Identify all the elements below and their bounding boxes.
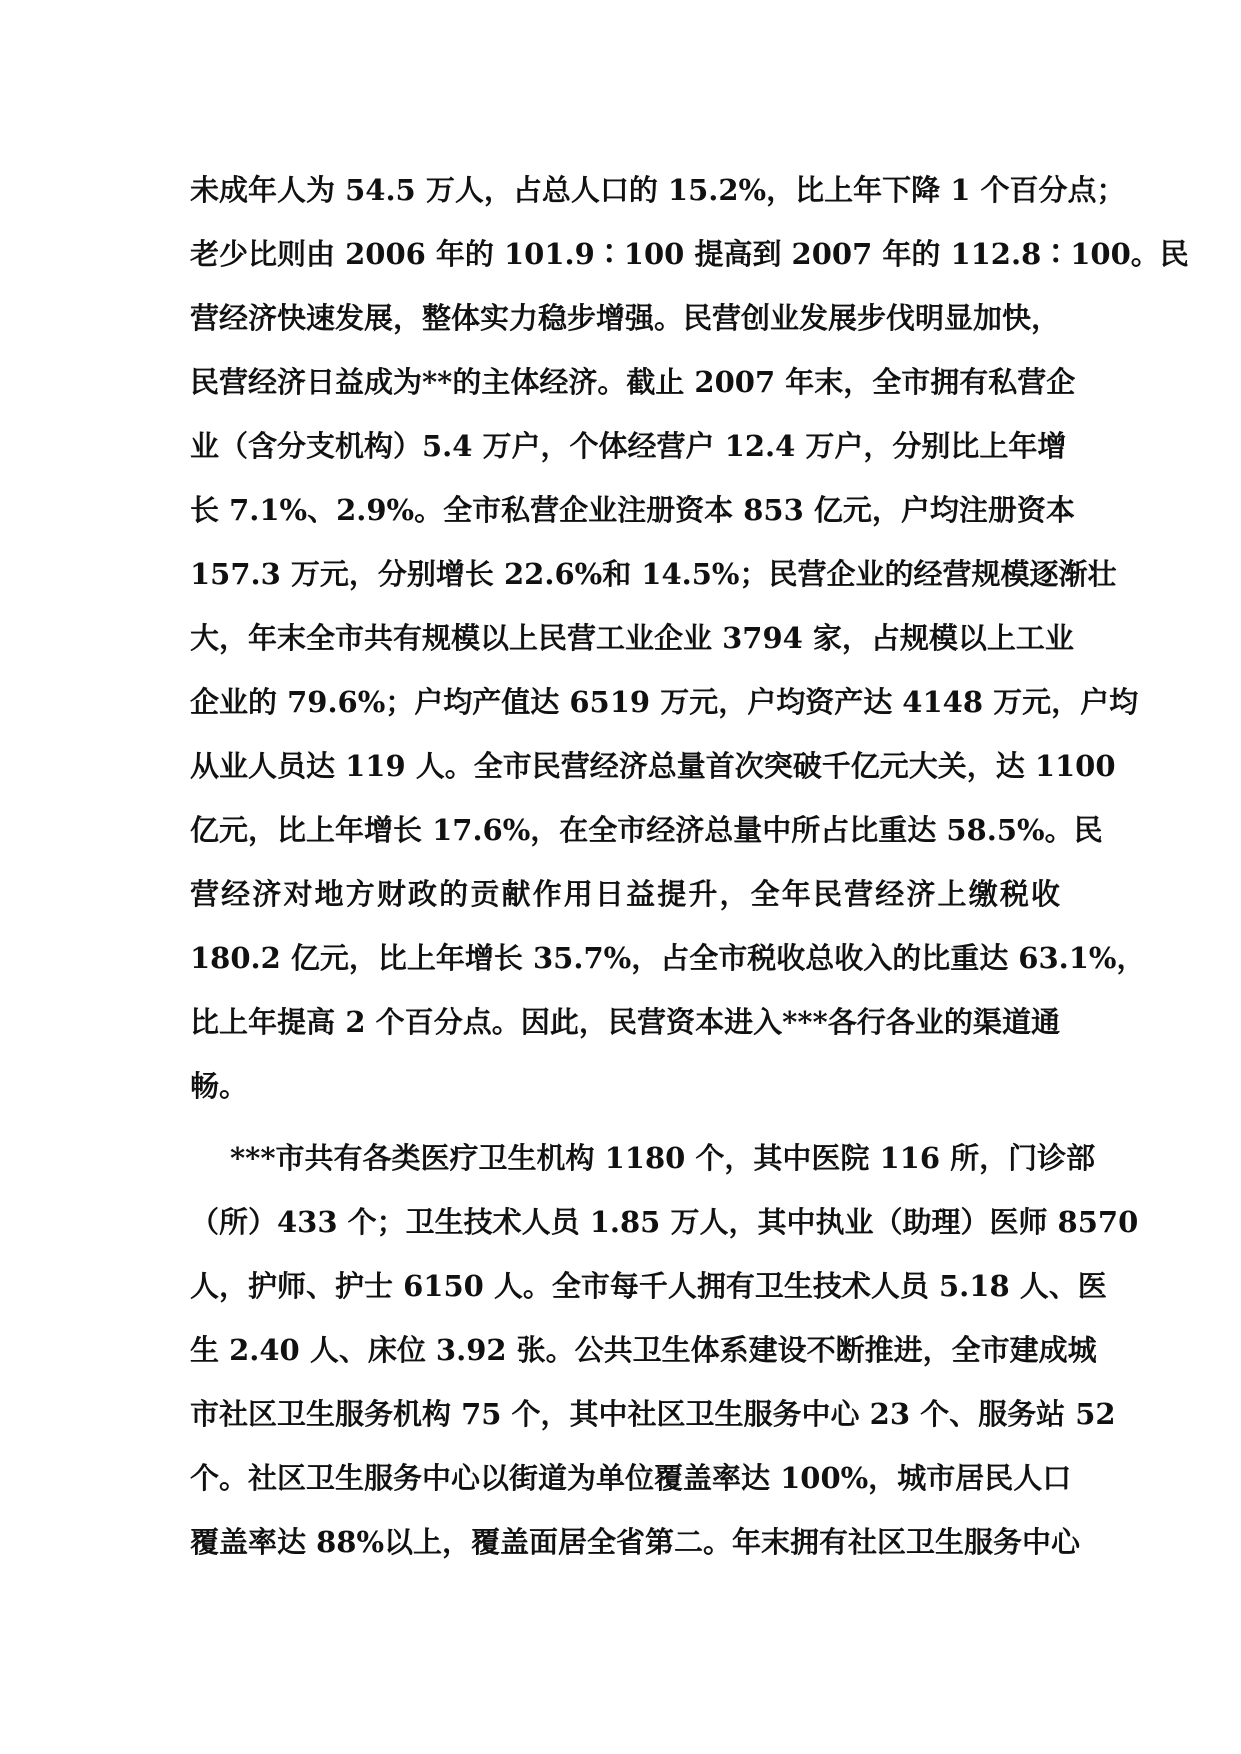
text-line: 比上年提高 2 个百分点。因此，民营资本进入***各行各业的渠道通 (190, 1005, 1060, 1039)
body-text (190, 158, 1189, 1574)
text-line: 从业人员达 119 人。全市民营经济总量首次突破千亿元大关，达 1100 (190, 749, 1116, 783)
text-line: 人，护师、护士 6150 人。全市每千人拥有卫生技术人员 5.18 人、医 (190, 1269, 1107, 1303)
text-line: 市社区卫生服务机构 75 个，其中社区卫生服务中心 23 个、服务站 52 (190, 1397, 1116, 1431)
text-line: 覆盖率达 88%以上，覆盖面居全省第二。年末拥有社区卫生服务中心 (190, 1525, 1081, 1559)
paragraph-private-economy (190, 158, 1189, 1118)
text-line: 营经济快速发展，整体实力稳步增强。民营创业发展步伐明显加快， (190, 301, 1061, 335)
text-line: 157.3 万元，分别增长 22.6%和 14.5%；民营企业的经营规模逐渐壮 (190, 557, 1117, 591)
text-line: 个。社区卫生服务中心以街道为单位覆盖率达 100%，城市居民人口 (190, 1461, 1072, 1495)
text-line: 长 7.1%、2.9%。全市私营企业注册资本 853 亿元，户均注册资本 (190, 493, 1075, 527)
text-line: 生 2.40 人、床位 3.92 张。公共卫生体系建设不断推进，全市建成城 (190, 1333, 1097, 1367)
text-line: 未成年人为 54.5 万人，占总人口的 15.2%，比上年下降 1 个百分点； (190, 173, 1126, 207)
text-line: 畅。 (190, 1069, 249, 1103)
text-line: 民营经济日益成为**的主体经济。截止 2007 年末，全市拥有私营企 (190, 365, 1076, 399)
text-line: 大，年末全市共有规模以上民营工业企业 3794 家，占规模以上工业 (190, 621, 1074, 655)
text-line: 企业的 79.6%；户均产值达 6519 万元，户均资产达 4148 万元，户均 (190, 685, 1139, 719)
text-line: （所）433 个；卫生技术人员 1.85 万人，其中执业（助理）医师 8570 (190, 1205, 1139, 1239)
paragraph-spacer (190, 1118, 1060, 1126)
text-line: 业（含分支机构）5.4 万户，个体经营户 12.4 万户，分别比上年增 (190, 429, 1067, 463)
text-line: 营经济对地方财政的贡献作用日益提升，全年民营经济上缴税收 (190, 877, 1060, 911)
paragraph-healthcare (190, 1126, 1139, 1574)
text-line: 亿元，比上年增长 17.6%，在全市经济总量中所占比重达 58.5%。民 (190, 813, 1103, 847)
text-line: ***市共有各类医疗卫生机构 1180 个，其中医院 116 所，门诊部 (230, 1141, 1096, 1175)
text-line: 180.2 亿元，比上年增长 35.7%，占全市税收总收入的比重达 63.1%， (190, 941, 1146, 975)
text-line: 老少比则由 2006 年的 101.9∶100 提高到 2007 年的 112.8∶100。民 (190, 237, 1189, 271)
